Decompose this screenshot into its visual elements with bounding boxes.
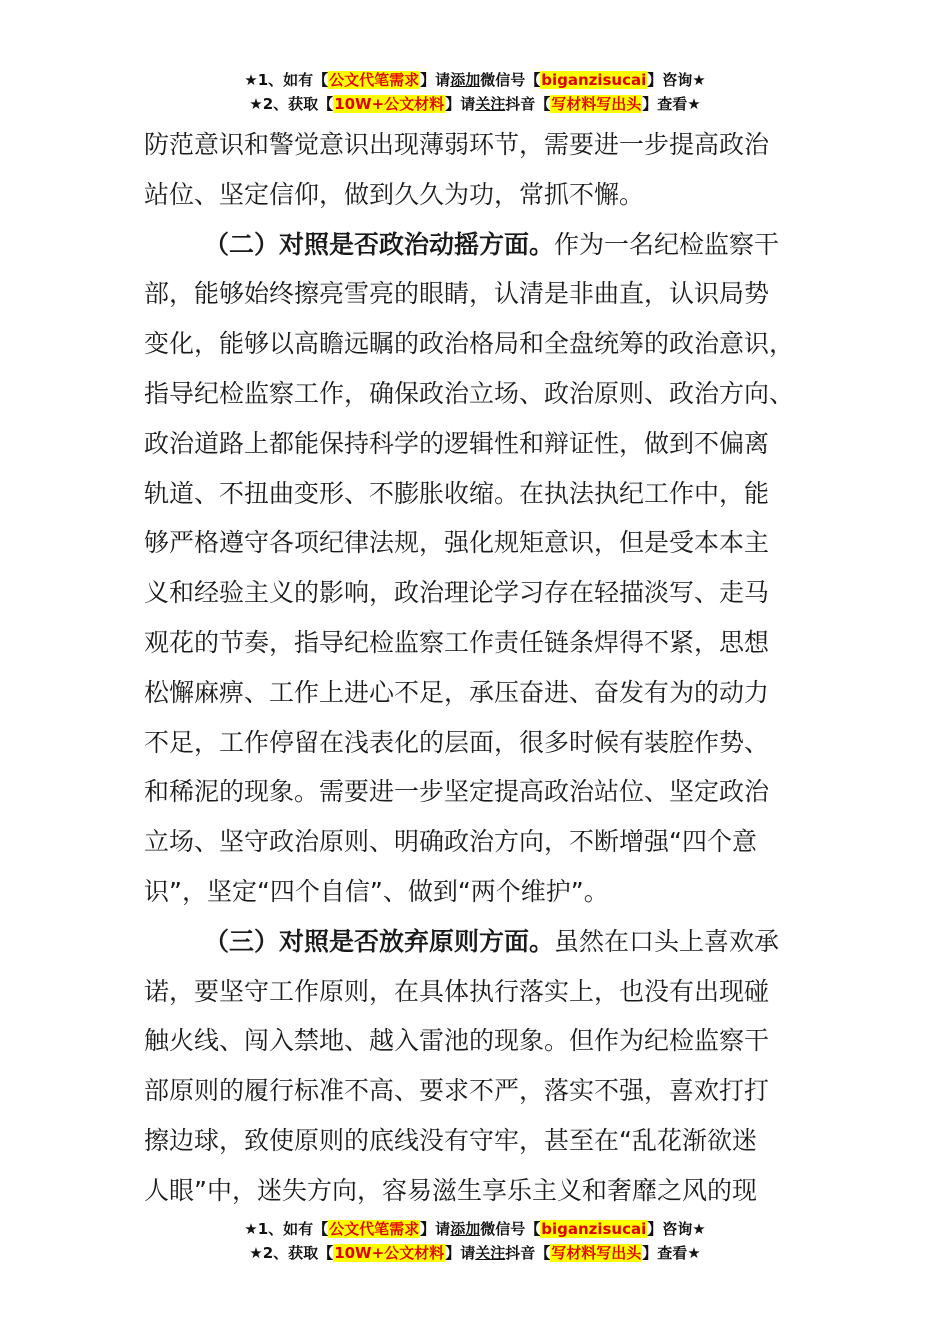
body-line: 防范意识和警觉意识出现薄弱环节，需要进一步提高政治 bbox=[144, 130, 770, 159]
section-heading-line: （二）对照是否政治动摇方面。作为一名纪检监察干 bbox=[204, 229, 780, 259]
body-line: 指导纪检监察工作，确保政治立场、政治原则、政治方向、 bbox=[144, 378, 795, 408]
section-heading: （三）对照是否放弃原则方面。 bbox=[204, 926, 555, 956]
banner-text: 】查看★ bbox=[642, 1244, 701, 1262]
body-line: 立场、坚守政治原则、明确政治方向，不断增强“四个意 bbox=[144, 827, 757, 857]
body-line: 部原则的履行标准不高、要求不严，落实不强，喜欢打打 bbox=[144, 1076, 770, 1106]
banner-line-2 bbox=[0, 92, 950, 116]
banner-underlined-text: 关注 bbox=[475, 95, 506, 113]
section-heading-line: （三）对照是否放弃原则方面。虽然在口头上喜欢承 bbox=[204, 926, 780, 956]
body-line: 松懈麻痹、工作上进心不足，承压奋进、奋发有为的动力 bbox=[144, 677, 770, 707]
banner-text: 】咨询★ bbox=[647, 71, 706, 89]
body-line: 部，能够始终擦亮雪亮的眼睛，认清是非曲直，认识局势 bbox=[144, 279, 770, 309]
body-line: 观花的节奏，指导纪检监察工作责任链条焊得不紧，思想 bbox=[144, 627, 770, 657]
banner-text: 微信号【 bbox=[480, 71, 541, 89]
highlight-wechat-id: biganzisucai bbox=[541, 1220, 647, 1238]
body-line: 变化，能够以高瞻远瞩的政治格局和全盘统筹的政治意识， bbox=[144, 329, 795, 359]
star-icon: ★ bbox=[244, 71, 258, 89]
banner-text: 2、获取【 bbox=[262, 1244, 334, 1262]
body-line: 站位、坚定信仰，做到久久为功，常抓不懈。 bbox=[144, 179, 645, 209]
body-line: 不足，工作停留在浅表化的层面，很多时候有装腔作势、 bbox=[144, 727, 770, 757]
banner-text: 2、获取【 bbox=[262, 95, 334, 113]
footer-banner bbox=[0, 1217, 950, 1265]
star-icon: ★ bbox=[249, 95, 263, 113]
body-line: 轨道、不扭曲变形、不膨胀收缩。在执法执纪工作中，能 bbox=[144, 478, 770, 508]
body-line: 触火线、闯入禁地、越入雷池的现象。但作为纪检监察干 bbox=[144, 1026, 770, 1056]
banner-text: 抖音【 bbox=[505, 95, 551, 113]
banner-line-1 bbox=[0, 1217, 950, 1241]
body-line: 政治道路上都能保持科学的逻辑性和辩证性，做到不偏离 bbox=[144, 428, 770, 458]
banner-text: 1、如有【 bbox=[257, 71, 329, 89]
body-line: 够严格遵守各项纪律法规，强化规矩意识，但是受本本主 bbox=[144, 528, 770, 558]
banner-text: 】请 bbox=[420, 71, 451, 89]
section-heading: （二）对照是否政治动摇方面。 bbox=[204, 229, 555, 259]
body-line: 和稀泥的现象。需要进一步坚定提高政治站位、坚定政治 bbox=[144, 777, 770, 807]
banner-text: 抖音【 bbox=[505, 1244, 551, 1262]
body-line: 擦边球，致使原则的底线没有守牢，甚至在“乱花渐欲迷 bbox=[144, 1125, 757, 1155]
banner-underlined-text: 关注 bbox=[475, 1244, 506, 1262]
header-banner bbox=[0, 68, 950, 116]
banner-text: 1、如有【 bbox=[257, 1220, 329, 1238]
highlight-service: 公文代笔需求 bbox=[329, 1220, 420, 1238]
highlight-wechat-id: biganzisucai bbox=[541, 71, 647, 89]
highlight-douyin-id: 写材料写出头 bbox=[551, 95, 642, 113]
banner-line-2 bbox=[0, 1241, 950, 1265]
banner-underlined-text: 添加 bbox=[450, 1220, 481, 1238]
star-icon: ★ bbox=[249, 1244, 263, 1262]
star-icon: ★ bbox=[244, 1220, 258, 1238]
banner-text: 】查看★ bbox=[642, 95, 701, 113]
body-line: 义和经验主义的影响，政治理论学习存在轻描淡写、走马 bbox=[144, 578, 770, 608]
banner-text: 】请 bbox=[445, 95, 476, 113]
highlight-service: 公文代笔需求 bbox=[329, 71, 420, 89]
banner-line-1 bbox=[0, 68, 950, 92]
banner-text: 】请 bbox=[420, 1220, 451, 1238]
body-line: 诺，要坚守工作原则，在具体执行落实上，也没有出现碰 bbox=[144, 976, 770, 1006]
body-line: 识”，坚定“四个自信”、做到“两个维护”。 bbox=[144, 876, 609, 906]
highlight-materials: 10W+公文材料 bbox=[334, 1244, 445, 1262]
banner-text: 】咨询★ bbox=[647, 1220, 706, 1238]
body-line: 人眼”中，迷失方向，容易滋生享乐主义和奢靡之风的现 bbox=[144, 1175, 757, 1205]
banner-underlined-text: 添加 bbox=[450, 71, 481, 89]
banner-text: 】请 bbox=[445, 1244, 476, 1262]
highlight-douyin-id: 写材料写出头 bbox=[551, 1244, 642, 1262]
banner-text: 微信号【 bbox=[480, 1220, 541, 1238]
highlight-materials: 10W+公文材料 bbox=[334, 95, 445, 113]
document-body bbox=[144, 120, 806, 1216]
